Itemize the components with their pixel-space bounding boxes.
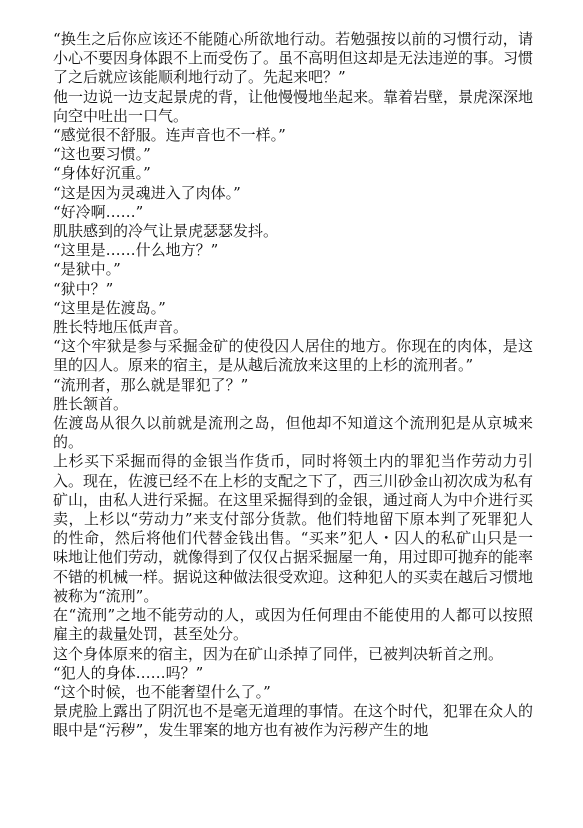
- paragraph: 胜长特地压低声音。: [53, 318, 189, 337]
- paragraph: “好冷啊……”: [53, 202, 144, 221]
- paragraph: 胜长颔首。: [53, 394, 129, 413]
- paragraph: “狱中？”: [53, 279, 114, 298]
- paragraph: “身体好沉重。”: [53, 164, 151, 183]
- paragraph: “是狱中。”: [53, 260, 121, 279]
- paragraph: “这个时候，也不能奢望什么了。”: [53, 682, 271, 701]
- document-page: [53, 30, 533, 741]
- paragraph: “这是因为灵魂进入了肉体。”: [53, 183, 241, 202]
- paragraph: 上杉买下采掘而得的金银当作货币，同时将领土内的罪犯当作劳动力引入。现在，佐渡已经不在上杉的支配之下了，西三川砂金山初次成为私有矿山，由私人进行采掘。在这里采掘得到的金银，通过商人为中介进行买卖，上杉以“劳动力”来支付部分货款。他们特地留下原本判了死罪犯人的性命，然后将他们代替金钱出售。“买来”犯人・囚人的私矿山只是一味地让他们劳动，就像得到了仅仅占据采掘屋一角，用过即可抛弃的能率不错的机械一样。据说这种做法很受欢迎。这种犯人的买卖在越后习惯地被称为“流刑”。: [53, 452, 534, 605]
- paragraph: “这也要习惯。”: [53, 145, 151, 164]
- paragraph: 景虎脸上露出了阴沉也不是毫无道理的事情。在这个时代，犯罪在众人的眼中是“污秽”，发生罪案的地方也有被作为污秽产生的地: [53, 702, 534, 740]
- paragraph: “这里是佐渡岛。”: [53, 298, 166, 317]
- paragraph: “这里是……什么地方？”: [53, 241, 219, 260]
- paragraph: 这个身体原来的宿主，因为在矿山杀掉了同伴，已被判决斩首之刑。: [53, 644, 504, 663]
- paragraph: 佐渡岛从很久以前就是流刑之岛，但他却不知道这个流刑犯是从京城来的。: [53, 414, 533, 452]
- paragraph: 他一边说一边支起景虎的背，让他慢慢地坐起来。靠着岩壁，景虎深深地向空中吐出一口气。: [53, 87, 534, 125]
- paragraph: “犯人的身体……吗？”: [53, 663, 204, 682]
- paragraph: “这个牢狱是参与采掘金矿的使役囚人居住的地方。你现在的肉体，是这里的囚人。原来的宿主，是从越后流放来这里的上杉的流刑者。”: [53, 337, 533, 375]
- paragraph: “感觉很不舒服。连声音也不一样。”: [53, 126, 286, 145]
- paragraph: “换生之后你应该还不能随心所欲地行动。若勉强按以前的习惯行动，请小心不要因身体跟不上而受伤了。虽不高明但这却是无法违逆的事。习惯了之后就应该能顺利地行动了。先起来吧？”: [53, 30, 534, 87]
- paragraph: 肌肤感到的冷气让景虎瑟瑟发抖。: [53, 222, 279, 241]
- paragraph: 在“流刑”之地不能劳动的人，或因为任何理由不能使用的人都可以按照雇主的裁量处罚，甚至处分。: [53, 606, 533, 644]
- paragraph: “流刑者，那么就是罪犯了？”: [53, 375, 249, 394]
